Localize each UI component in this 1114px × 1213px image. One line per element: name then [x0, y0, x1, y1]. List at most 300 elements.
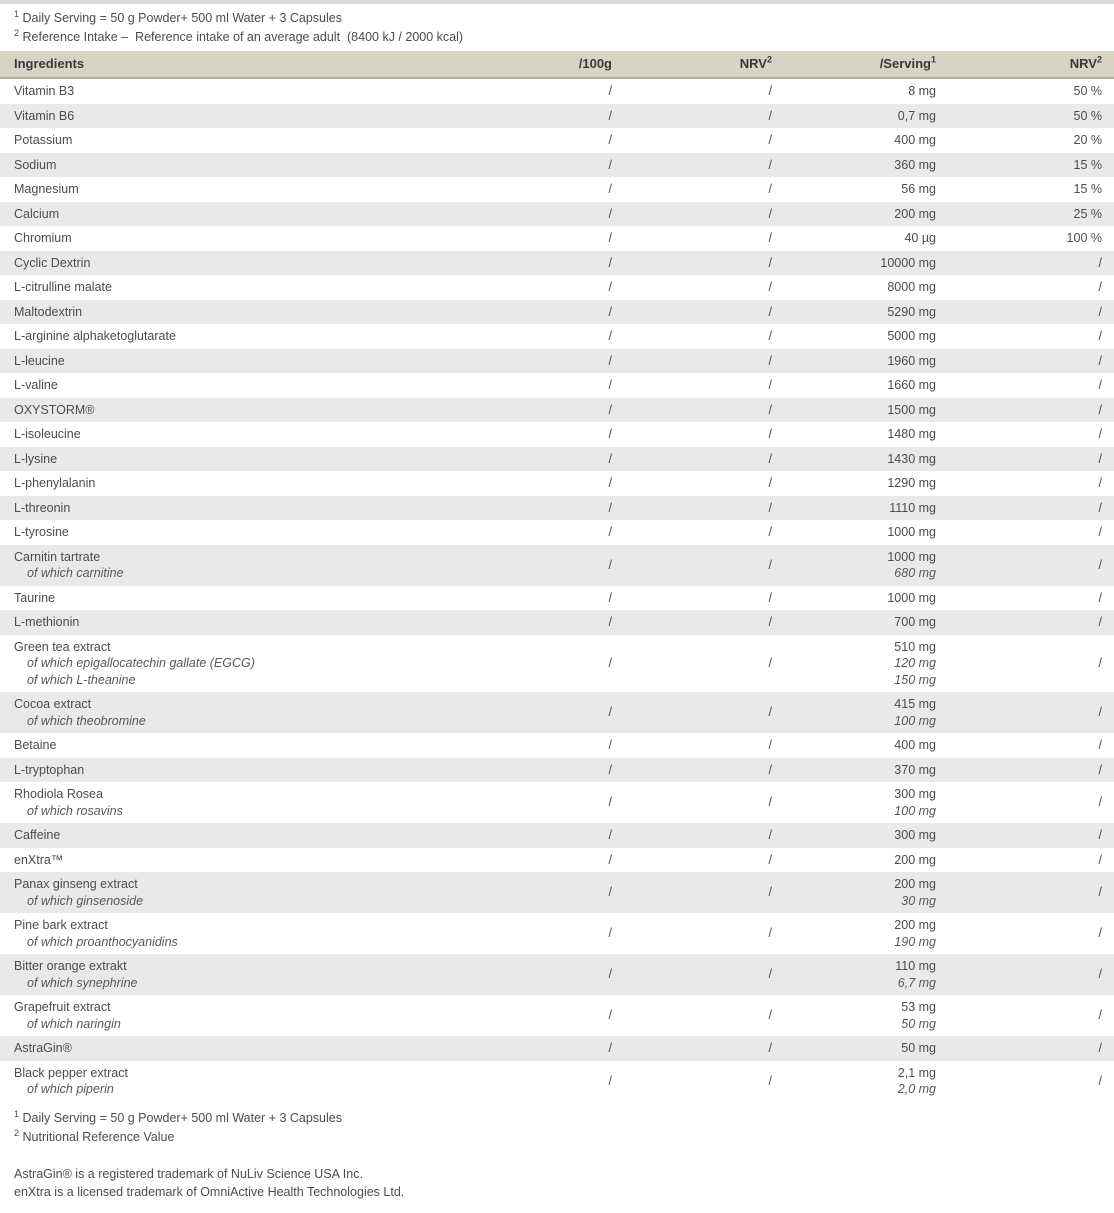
header-ingredients: [0, 51, 448, 78]
ingredient-name-cell: [0, 520, 448, 545]
nrv-serving-cell: /: [1098, 500, 1102, 515]
serving-cell: [772, 300, 936, 325]
per-100g-cell: /: [608, 353, 612, 368]
nrv-serving-cell: /: [1098, 280, 1102, 294]
nrv-serving-cell: /: [1098, 1041, 1102, 1055]
nrv-100g-cell: /: [768, 828, 772, 842]
ingredient-subcomponent: of which piperin: [27, 1082, 114, 1096]
per-100g-cell: /: [608, 84, 612, 98]
nrv-serving-cell: 50 %: [1073, 84, 1102, 98]
serving-cell: [772, 251, 936, 276]
nrv-serving-cell: 25 %: [1073, 206, 1102, 221]
ingredient-name: Cyclic Dextrin: [14, 255, 91, 270]
serving-cell: [772, 913, 936, 954]
nrv-100g-cell: /: [768, 353, 772, 368]
nrv-serving-cell: /: [1098, 615, 1102, 629]
serving-value: 5290 mg: [887, 304, 936, 319]
nrv-100g-cell: /: [768, 500, 772, 515]
footnote-nrv: [14, 1128, 1100, 1147]
ingredient-name: Carnitin tartrate: [14, 549, 101, 564]
ingredient-name: L-leucine: [14, 353, 65, 368]
serving-cell: [772, 373, 936, 398]
header-label: NRV: [1069, 56, 1097, 71]
serving-cell: [772, 954, 936, 995]
nrv-serving-cell: /: [1098, 656, 1102, 670]
serving-value: 8 mg: [908, 84, 936, 98]
per-100g-cell: /: [608, 427, 612, 441]
nrv-100g-cell: /: [768, 451, 772, 466]
serving-value: 56 mg: [901, 182, 936, 196]
serving-value: 400 mg: [894, 738, 936, 752]
ingredient-name-cell: [0, 324, 448, 349]
per-100g-cell: /: [608, 1041, 612, 1055]
ingredient-name-cell: [0, 226, 448, 251]
ingredient-name-cell: [0, 349, 448, 374]
serving-value: 1000 mg: [887, 590, 936, 605]
per-100g-cell: /: [608, 885, 612, 900]
nrv-100g-cell: /: [768, 280, 772, 294]
serving-cell: [772, 1061, 936, 1102]
table-row: [0, 913, 1114, 954]
ingredient-name: Caffeine: [14, 828, 61, 842]
ingredient-name-cell: [0, 782, 448, 823]
ingredient-name: L-citrulline malate: [14, 280, 112, 294]
table-row: [0, 758, 1114, 783]
table-row: [0, 520, 1114, 545]
header-per-serving: [772, 51, 936, 78]
nrv-100g-cell: /: [768, 967, 772, 982]
ingredient-name-cell: [0, 823, 448, 848]
per-100g-cell: /: [608, 182, 612, 196]
serving-value: 2,1 mg: [897, 1065, 936, 1080]
per-100g-cell: /: [608, 329, 612, 343]
ingredient-name: Vitamin B3: [14, 84, 75, 98]
serving-cell: [772, 823, 936, 848]
ingredient-name-cell: [0, 733, 448, 758]
ingredient-name-cell: [0, 1061, 448, 1102]
nrv-100g-cell: /: [768, 656, 772, 670]
serving-subvalue: 150 mg: [894, 672, 936, 687]
table-row: [0, 471, 1114, 496]
per-100g-cell: /: [608, 108, 612, 123]
serving-value: 370 mg: [894, 762, 936, 777]
header-sup: 2: [1096, 54, 1102, 65]
nrv-serving-cell: /: [1098, 451, 1102, 466]
serving-cell: [772, 447, 936, 472]
table-row: [0, 954, 1114, 995]
trademark-enxtra: enXtra is a licensed trademark of OmniActive Health Technologies Ltd.: [14, 1184, 405, 1199]
serving-cell: [772, 349, 936, 374]
nrv-serving-cell: /: [1098, 852, 1102, 867]
nrv-100g-cell: /: [768, 157, 772, 172]
ingredient-name-cell: [0, 471, 448, 496]
nrv-serving-cell: /: [1098, 427, 1102, 441]
footnote-reference-intake: [14, 28, 1100, 47]
per-100g-cell: /: [608, 231, 612, 245]
serving-subvalue: 120 mg: [894, 656, 936, 670]
nrv-100g-cell: /: [768, 557, 772, 572]
serving-value: 415 mg: [894, 697, 936, 711]
serving-value: 1430 mg: [887, 451, 936, 466]
footnote-text: Daily Serving = 50 g Powder+ 500 ml Water + 3 Capsules: [19, 11, 342, 25]
nrv-100g-cell: /: [768, 705, 772, 720]
table-row: [0, 635, 1114, 693]
nrv-serving-cell: /: [1098, 1073, 1102, 1088]
ingredient-name-cell: [0, 128, 448, 153]
per-100g-cell: /: [608, 1008, 612, 1023]
ingredient-name-cell: [0, 422, 448, 447]
ingredient-name: L-tryptophan: [14, 762, 85, 777]
serving-cell: [772, 226, 936, 251]
serving-cell: [772, 635, 936, 693]
per-100g-cell: /: [608, 738, 612, 752]
footnote-text: Reference Intake – Reference intake of an average adult (8400 kJ / 2000 kcal): [19, 30, 464, 44]
table-row: [0, 78, 1114, 104]
per-100g-cell: /: [608, 967, 612, 982]
serving-value: 1110 mg: [889, 500, 936, 515]
table-row: [0, 398, 1114, 423]
ingredient-subcomponent: of which proanthocyanidins: [27, 934, 178, 949]
ingredient-subcomponent: of which L-theanine: [27, 672, 136, 687]
ingredient-name-cell: [0, 635, 448, 693]
per-100g-cell: /: [608, 133, 612, 147]
per-100g-cell: /: [608, 304, 612, 319]
ingredient-name: Vitamin B6: [14, 108, 75, 123]
serving-cell: [772, 872, 936, 913]
serving-value: 300 mg: [894, 787, 936, 801]
header-per-100g: [448, 51, 612, 78]
table-row: [0, 202, 1114, 227]
ingredient-name-cell: [0, 545, 448, 586]
per-100g-cell: /: [608, 1073, 612, 1088]
serving-value: 8000 mg: [887, 280, 936, 294]
header-label: Ingredients: [14, 56, 85, 71]
ingredient-name: L-methionin: [14, 615, 80, 629]
table-row: [0, 177, 1114, 202]
table-row: [0, 692, 1114, 733]
table-row: [0, 872, 1114, 913]
nrv-serving-cell: 20 %: [1073, 133, 1102, 147]
serving-value: 200 mg: [894, 852, 936, 867]
nrv-100g-cell: /: [768, 108, 772, 123]
ingredient-name: Magnesium: [14, 182, 79, 196]
ingredient-name-cell: [0, 300, 448, 325]
table-row: [0, 251, 1114, 276]
table-row: [0, 995, 1114, 1036]
nrv-100g-cell: /: [768, 885, 772, 900]
table-row: [0, 373, 1114, 398]
nrv-100g-cell: /: [768, 738, 772, 752]
serving-value: 510 mg: [894, 639, 936, 654]
header-label: NRV: [739, 56, 767, 71]
serving-value: 400 mg: [894, 133, 936, 147]
serving-value: 1660 mg: [887, 378, 936, 392]
ingredient-name-cell: [0, 758, 448, 783]
trademark-notes: [0, 1147, 1114, 1213]
per-100g-cell: /: [608, 402, 612, 417]
nrv-100g-cell: /: [768, 378, 772, 392]
ingredient-name: Maltodextrin: [14, 304, 83, 319]
ingredient-name: L-threonin: [14, 500, 71, 515]
per-100g-cell: /: [608, 656, 612, 670]
ingredient-name: AstraGin®: [14, 1041, 72, 1055]
serving-value: 1000 mg: [887, 549, 936, 564]
footnote-text: Nutritional Reference Value: [19, 1129, 175, 1144]
per-100g-cell: /: [608, 926, 612, 941]
footnote-marker: 1: [14, 1108, 20, 1119]
header-sup: 1: [930, 54, 936, 65]
table-row: [0, 300, 1114, 325]
serving-subvalue: 30 mg: [901, 893, 936, 908]
nrv-serving-cell: /: [1098, 1008, 1102, 1023]
top-footnotes: [0, 4, 1114, 51]
ingredient-name-cell: [0, 447, 448, 472]
nrv-100g-cell: /: [768, 182, 772, 196]
serving-cell: [772, 275, 936, 300]
ingredient-subcomponent: of which theobromine: [27, 713, 146, 728]
nrv-100g-cell: /: [768, 1008, 772, 1023]
per-100g-cell: /: [608, 378, 612, 392]
table-row: [0, 496, 1114, 521]
table-row: [0, 782, 1114, 823]
nrv-serving-cell: /: [1098, 885, 1102, 900]
per-100g-cell: /: [608, 828, 612, 842]
ingredient-name-cell: [0, 202, 448, 227]
ingredient-name-cell: [0, 586, 448, 611]
serving-cell: [772, 692, 936, 733]
serving-value: 40 µg: [904, 231, 936, 245]
nrv-100g-cell: /: [768, 1041, 772, 1055]
serving-cell: [772, 78, 936, 104]
nrv-100g-cell: /: [768, 1073, 772, 1088]
serving-value: 700 mg: [894, 615, 936, 629]
ingredient-name: Chromium: [14, 231, 72, 245]
ingredient-name: L-isoleucine: [14, 427, 81, 441]
ingredient-name-cell: [0, 153, 448, 178]
ingredient-name: Panax ginseng extract: [14, 877, 138, 891]
table-row: [0, 422, 1114, 447]
nrv-100g-cell: /: [768, 231, 772, 245]
ingredient-subcomponent: of which carnitine: [27, 566, 124, 580]
table-row: [0, 349, 1114, 374]
serving-cell: [772, 324, 936, 349]
ingredient-name: Cocoa extract: [14, 697, 92, 711]
ingredient-name: Green tea extract: [14, 639, 111, 654]
nrv-100g-cell: /: [768, 762, 772, 777]
nrv-serving-cell: /: [1098, 402, 1102, 417]
footnote-daily-serving: [14, 1109, 1100, 1128]
serving-cell: [772, 422, 936, 447]
ingredient-subcomponent: of which rosavins: [27, 803, 123, 818]
ingredient-name: Calcium: [14, 206, 60, 221]
nrv-100g-cell: /: [768, 206, 772, 221]
serving-subvalue: 2,0 mg: [897, 1082, 936, 1096]
table-row: [0, 275, 1114, 300]
nrv-100g-cell: /: [768, 427, 772, 441]
nrv-serving-cell: /: [1098, 255, 1102, 270]
per-100g-cell: /: [608, 476, 612, 490]
per-100g-cell: /: [608, 615, 612, 629]
nrv-serving-cell: /: [1098, 590, 1102, 605]
ingredient-name: L-arginine alphaketoglutarate: [14, 329, 176, 343]
serving-value: 1290 mg: [887, 476, 936, 490]
nrv-100g-cell: /: [768, 615, 772, 629]
nrv-serving-cell: /: [1098, 353, 1102, 368]
table-row: [0, 324, 1114, 349]
serving-cell: [772, 471, 936, 496]
ingredient-subcomponent: of which epigallocatechin gallate (EGCG): [27, 656, 255, 670]
nrv-serving-cell: 15 %: [1073, 182, 1102, 196]
nrv-serving-cell: 100 %: [1066, 231, 1102, 245]
serving-subvalue: 6,7 mg: [897, 975, 936, 990]
per-100g-cell: /: [608, 557, 612, 572]
table-row: [0, 545, 1114, 586]
footnote-marker: 2: [14, 1127, 20, 1138]
footnote-daily-serving: [14, 9, 1100, 28]
nrv-100g-cell: /: [768, 133, 772, 147]
table-row: [0, 447, 1114, 472]
serving-cell: [772, 104, 936, 129]
header-label: /100g: [578, 56, 612, 71]
serving-cell: [772, 496, 936, 521]
footnote-text: Daily Serving = 50 g Powder+ 500 ml Water + 3 Capsules: [19, 1110, 342, 1125]
ingredient-name-cell: [0, 275, 448, 300]
per-100g-cell: /: [608, 157, 612, 172]
nrv-serving-cell: /: [1098, 967, 1102, 982]
ingredient-name: Betaine: [14, 738, 57, 752]
ingredient-name: Grapefruit extract: [14, 1000, 111, 1014]
serving-cell: [772, 733, 936, 758]
nrv-serving-cell: /: [1098, 926, 1102, 941]
footnote-marker: 2: [14, 27, 20, 38]
ingredient-name-cell: [0, 398, 448, 423]
serving-cell: [772, 153, 936, 178]
serving-cell: [772, 1036, 936, 1061]
serving-cell: [772, 398, 936, 423]
ingredient-name-cell: [0, 373, 448, 398]
per-100g-cell: /: [608, 255, 612, 270]
ingredient-subcomponent: of which ginsenoside: [27, 893, 144, 908]
table-row: [0, 586, 1114, 611]
nrv-100g-cell: /: [768, 304, 772, 319]
nrv-serving-cell: /: [1098, 557, 1102, 572]
nrv-100g-cell: /: [768, 525, 772, 539]
serving-value: 1480 mg: [887, 427, 936, 441]
serving-value: 360 mg: [894, 157, 936, 172]
ingredient-name: Sodium: [14, 157, 57, 172]
nrv-100g-cell: /: [768, 402, 772, 417]
ingredient-name: Taurine: [14, 590, 55, 605]
table-row: [0, 128, 1114, 153]
serving-cell: [772, 202, 936, 227]
nrv-serving-cell: /: [1098, 762, 1102, 777]
per-100g-cell: /: [608, 852, 612, 867]
ingredient-name-cell: [0, 954, 448, 995]
serving-value: 10000 mg: [880, 255, 936, 270]
per-100g-cell: /: [608, 500, 612, 515]
nrv-serving-cell: /: [1098, 738, 1102, 752]
header-nrv-100g: [612, 51, 772, 78]
serving-subvalue: 100 mg: [894, 713, 936, 728]
nrv-serving-cell: /: [1098, 705, 1102, 720]
ingredient-subcomponent: of which synephrine: [27, 975, 138, 990]
serving-cell: [772, 848, 936, 873]
serving-cell: [772, 610, 936, 635]
ingredient-name: Bitter orange extrakt: [14, 959, 127, 973]
ingredient-name-cell: [0, 177, 448, 202]
ingredient-name-cell: [0, 251, 448, 276]
serving-value: 53 mg: [901, 1000, 936, 1014]
ingredient-name: L-lysine: [14, 451, 58, 466]
nrv-100g-cell: /: [768, 852, 772, 867]
ingredient-name: Black pepper extract: [14, 1065, 128, 1080]
header-nrv-serving: [936, 51, 1114, 78]
ingredients-table: [0, 51, 1114, 1102]
serving-value: 200 mg: [894, 206, 936, 221]
serving-cell: [772, 545, 936, 586]
serving-subvalue: 50 mg: [901, 1016, 936, 1031]
per-100g-cell: /: [608, 525, 612, 539]
header-sup: 2: [766, 54, 772, 65]
serving-cell: [772, 177, 936, 202]
serving-value: 50 mg: [901, 1041, 936, 1055]
table-row: [0, 1036, 1114, 1061]
serving-cell: [772, 782, 936, 823]
table-row: [0, 104, 1114, 129]
ingredient-name-cell: [0, 1036, 448, 1061]
trademark-astragin: AstraGin® is a registered trademark of NuLiv Science USA Inc.: [14, 1166, 363, 1181]
per-100g-cell: /: [608, 705, 612, 720]
ingredient-name-cell: [0, 848, 448, 873]
table-row: [0, 610, 1114, 635]
ingredient-name: Pine bark extract: [14, 918, 108, 932]
serving-value: 0,7 mg: [897, 108, 936, 123]
serving-value: 5000 mg: [887, 329, 936, 343]
table-row: [0, 733, 1114, 758]
ingredient-name: Potassium: [14, 133, 73, 147]
nrv-100g-cell: /: [768, 476, 772, 490]
ingredient-name-cell: [0, 872, 448, 913]
serving-value: 1500 mg: [887, 402, 936, 417]
table-row: [0, 1061, 1114, 1102]
ingredient-name: OXYSTORM®: [14, 402, 95, 417]
ingredient-name-cell: [0, 610, 448, 635]
table-row: [0, 848, 1114, 873]
serving-cell: [772, 758, 936, 783]
per-100g-cell: /: [608, 280, 612, 294]
nrv-100g-cell: /: [768, 795, 772, 810]
table-row: [0, 823, 1114, 848]
serving-value: 1000 mg: [887, 525, 936, 539]
footnote-marker: 1: [14, 8, 20, 19]
serving-value: 110 mg: [895, 959, 936, 973]
per-100g-cell: /: [608, 795, 612, 810]
nrv-serving-cell: /: [1098, 476, 1102, 490]
ingredient-subcomponent: of which naringin: [27, 1016, 121, 1031]
serving-value: 200 mg: [894, 918, 936, 932]
ingredient-name-cell: [0, 78, 448, 104]
per-100g-cell: /: [608, 206, 612, 221]
ingredient-name: L-valine: [14, 378, 58, 392]
ingredient-name-cell: [0, 913, 448, 954]
serving-subvalue: 680 mg: [894, 566, 936, 580]
nrv-serving-cell: /: [1098, 304, 1102, 319]
ingredient-name: L-tyrosine: [14, 525, 69, 539]
header-label: /Serving: [879, 56, 931, 71]
ingredient-name-cell: [0, 496, 448, 521]
per-100g-cell: /: [608, 451, 612, 466]
table-row: [0, 226, 1114, 251]
